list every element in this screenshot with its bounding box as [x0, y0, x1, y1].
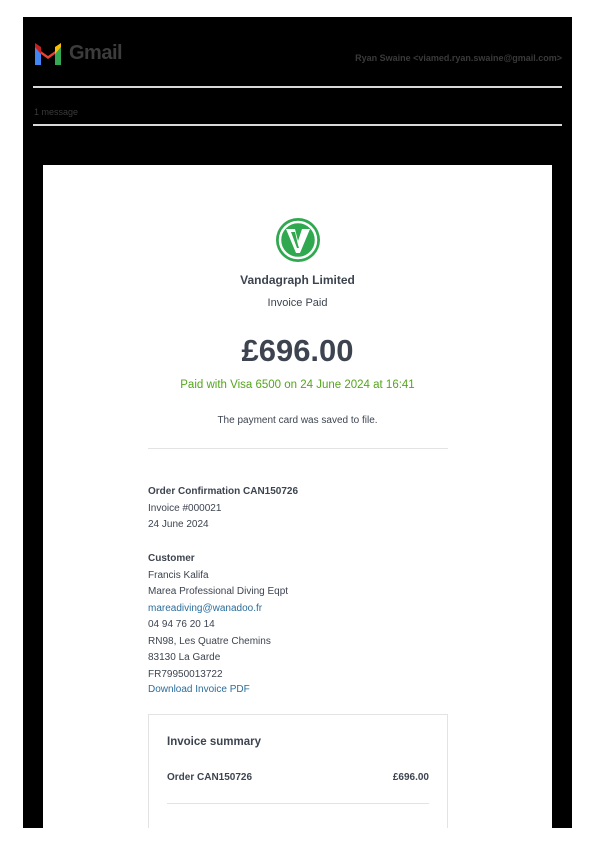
company-name: Vandagraph Limited — [240, 273, 355, 287]
download-invoice-link[interactable]: Download Invoice PDF — [148, 684, 250, 695]
gmail-wordmark: Gmail — [69, 42, 123, 64]
customer-vat-number: FR79950013722 — [148, 668, 223, 680]
summary-row-label: Order CAN150726 — [167, 772, 253, 783]
message-divider — [33, 124, 562, 126]
vandagraph-logo-icon — [275, 217, 321, 263]
card-saved-note: The payment card was saved to file. — [217, 415, 378, 426]
section-divider — [148, 448, 448, 449]
customer-details — [148, 551, 288, 683]
invoice-date: 24 June 2024 — [148, 519, 209, 530]
customer-email-link[interactable]: mareadiving@wanadoo.fr — [148, 602, 263, 614]
header-divider — [33, 86, 562, 88]
customer-name: Francis Kalifa — [148, 569, 209, 581]
invoice-summary-box — [148, 714, 448, 828]
invoice-summary-title: Invoice summary — [167, 736, 261, 748]
gmail-logo — [33, 42, 122, 65]
summary-row-value: £696.00 — [392, 772, 429, 783]
summary-divider — [167, 803, 429, 804]
order-title: Order Confirmation CAN150726 — [148, 486, 299, 497]
invoice-amount: £696.00 — [241, 333, 354, 368]
customer-address-line1: RN98, Les Quatre Chemins — [148, 635, 271, 647]
sender-address: Ryan Swaine <viamed.ryan.swaine@gmail.com> — [355, 53, 562, 63]
customer-company: Marea Professional Diving Eqpt — [148, 586, 289, 597]
customer-address-line2: 83130 La Garde — [148, 652, 221, 663]
invoice-email-card — [43, 165, 552, 828]
invoice-status-title: Invoice Paid — [267, 297, 328, 309]
invoice-summary-row — [167, 772, 429, 783]
customer-heading: Customer — [148, 553, 195, 564]
customer-phone: 04 94 76 20 14 — [148, 619, 215, 630]
payment-status: Paid with Visa 6500 on 24 June 2024 at 16:41 — [180, 379, 415, 391]
invoice-number: Invoice #000021 — [148, 502, 222, 514]
order-details — [148, 484, 298, 534]
message-count: 1 message — [34, 107, 79, 117]
email-print-frame — [23, 17, 572, 828]
gmail-m-icon — [33, 43, 63, 65]
